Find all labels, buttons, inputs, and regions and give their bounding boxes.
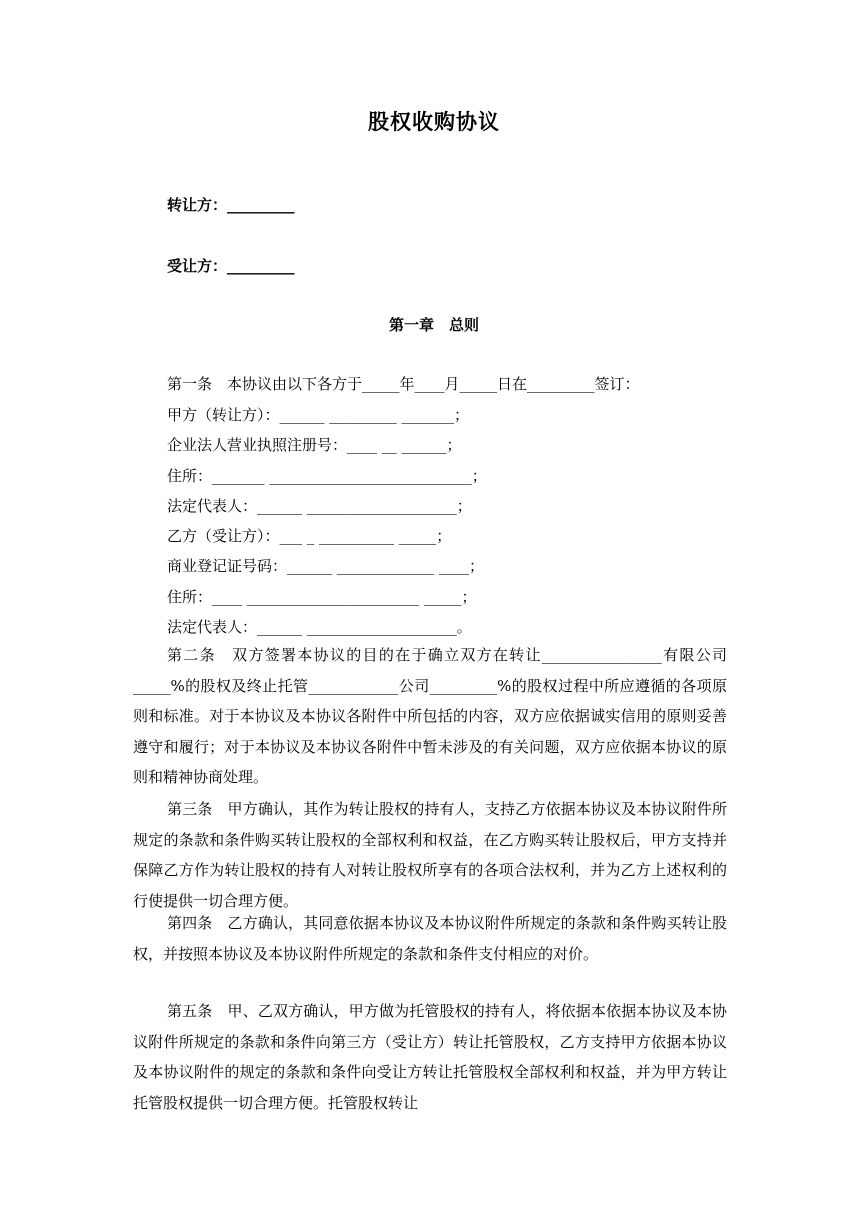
article-1-line: 企业法人营业执照注册号：____ __ ______；: [167, 436, 462, 454]
article-5: 第五条 甲、乙双方确认，甲方做为托管股权的持有人，将依据本依据本协议及本协议附件所规定的条款和条件向第三方（受让方）转让托管股权，乙方支持甲方依据本协议及本协议附件的规定的条款和条件向受让方转让托管股权全部权利和权益，并为甲方转让托管股权提供一切合理方便。托管股权转让: [133, 1002, 727, 1112]
article-1-line: 甲方（转让方）：______ _________ _______；: [167, 406, 470, 424]
transferee-blank: _________: [227, 257, 295, 275]
transferor-line: [167, 194, 295, 215]
article-2: 第二条 双方签署本协议的目的在于确立双方在转让________________有限公司_____%的股权及终止托管____________公司_________%的股权过程中所应遵循的各项原则和标准。对于本协议及本协议各附件中所包括的内容，双方应依据诚实信用的原则妥善遵守和履行；对于本协议及本协议各附件中暂未涉及的有关问题，双方应依据本协议的原则和精神协商处理。: [133, 646, 727, 786]
document-title: 股权收购协议: [368, 109, 500, 134]
article-1-line: 乙方（受让方）：___ _ __________ _____；: [167, 527, 452, 545]
transferee-label: 受让方：: [167, 257, 228, 275]
article-1-line: 法定代表人：______ ____________________。: [167, 618, 472, 636]
article-1-line: 商业登记证号码：______ _____________ ____；: [167, 557, 485, 575]
transferee-line: [167, 255, 295, 276]
chapter-heading: 第一章 总则: [388, 316, 479, 334]
article-1-intro: 第一条 本协议由以下各方于_____年____月_____日在_________签订：: [167, 375, 640, 393]
article-1-line: 法定代表人：______ ____________________；: [167, 497, 472, 515]
article-1-line: 住所：____ _______________________ _____；: [167, 588, 477, 606]
transferor-label: 转让方：: [167, 196, 228, 214]
transferor-blank: _________: [227, 196, 295, 214]
article-4: 第四条 乙方确认，其同意依据本协议及本协议附件所规定的条款和条件购买转让股权，并按照本协议及本协议附件所规定的条款和条件支付相应的对价。: [133, 914, 727, 963]
article-1-line: 住所：_______ ___________________________；: [167, 467, 487, 485]
article-3: 第三条 甲方确认，其作为转让股权的持有人，支持乙方依据本协议及本协议附件所规定的条款和条件购买转让股权的全部权利和权益，在乙方购买转让股权后，甲方支持并保障乙方作为转让股权的持有人对转让股权所享有的各项合法权利，并为乙方上述权利的行使提供一切合理方便。: [133, 800, 727, 910]
